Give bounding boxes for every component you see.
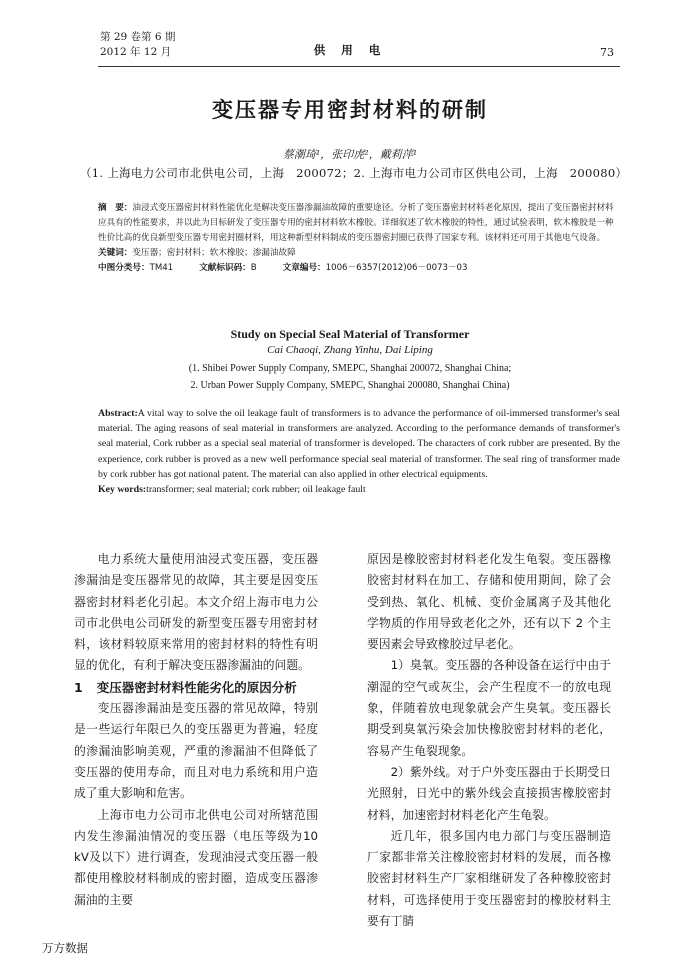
paper-title: 变压器专用密封材料的研制: [212, 98, 488, 122]
section-number: 1: [74, 679, 83, 695]
body-paragraph: 原因是橡胶密封材料老化发生龟裂。变压器橡胶密封材料在加工、存储和使用期间，除了会受到热、氧化、机械、变价金属离子及其他化学物质的作用导致老化之外，还有以下 2 个主要因素会导致橡胶过早老化。: [367, 552, 611, 652]
journal-date: 2012 年 12 月: [100, 46, 172, 58]
cn-keywords-label: 关键词：: [98, 248, 133, 258]
paper-affiliations: （1. 上海电力公司市北供电公司，上海 200072；2. 上海市电力公司市区供电公司，上海 200080）: [80, 166, 628, 180]
classification-row: [98, 261, 620, 276]
article-value: 1006－6357(2012)06－0073－03: [325, 263, 468, 273]
en-abstract: [98, 406, 620, 482]
body-left-column: [74, 549, 318, 911]
paper-authors: 蔡潮琦¹，张印虎²，戴莉萍¹: [282, 148, 418, 161]
en-authors: Cai Chaoqi, Zhang Yinhu, Dai Liping: [267, 344, 433, 356]
en-title: Study on Special Seal Material of Transformer: [230, 327, 470, 341]
body-paragraph: 2）紫外线。对于户外变压器由于长期受日光照射，日光中的紫外线会直接损害橡胶密封材料，加速密封材料老化产生龟裂。: [367, 764, 611, 822]
article-label: 文章编号：: [282, 263, 326, 273]
clc-label: 中图分类号：: [98, 263, 150, 273]
header-divider: [98, 66, 620, 67]
doc-value: B: [250, 263, 257, 273]
article-number: [283, 263, 468, 273]
en-keywords: [98, 482, 620, 497]
body-paragraph: 1）臭氧。变压器的各种设备在运行中由于潮湿的空气或灰尘，会产生程度不一的放电现象，伴随着放电现象就会产生臭氧。变压器长期受到臭氧污染会加快橡胶密封材料的老化，容易产生龟裂现象。: [367, 658, 611, 758]
journal-volume-issue: 第 29 卷第 6 期: [100, 31, 176, 43]
en-abstract-block: [98, 406, 620, 497]
clc-code: [98, 263, 173, 273]
en-affiliation-1: (1. Shibei Power Supply Company, SMEPC, Shanghai 200072, Shanghai China;: [188, 363, 512, 374]
cn-abstract: [98, 201, 620, 246]
section-title: 变压器密封材料性能劣化的原因分析: [96, 679, 297, 695]
body-paragraph: 变压器渗漏油是变压器的常见故障，特别是一些运行年限已久的变压器更为普遍，轻度的渗漏油影响美观，严重的渗漏油不但降低了变压器的使用寿命，而且对电力系统和用户造成了重大影响和危害。: [74, 701, 318, 801]
en-abstract-label: Abstract:: [98, 408, 138, 419]
cn-keywords-text: 变压器；密封材料；软木橡胶；渗漏油故障: [132, 248, 296, 258]
page-number: 73: [600, 46, 614, 59]
body-paragraph: 电力系统大量使用油浸式变压器，变压器渗漏油是变压器常见的故障，其主要是因变压器密封材料老化引起。本文介绍上海市电力公司市北供电公司研发的新型变压器专用密封材料，该材料较原来常用的密封材料的特性有明显的优化，有利于解决变压器渗漏油的问题。: [74, 552, 318, 673]
cn-abstract-text: 油浸式变压器密封材料性能优化是解决变压器渗漏油故障的重要途径。分析了变压器密封材料老化原因，提出了变压器密封材料应具有的性能要求，并以此为目标研发了变压器专用的密封材料软木橡胶。详细叙述了软木橡胶的特性，通过试验表明，软木橡胶是一种性价比高的优良新型变压器专用密封圈材料，用这种新型材料制成的变压器密封圈已获得了国家专利。该材料还可用于其他电气设备。: [98, 203, 614, 243]
doc-code: [199, 263, 256, 273]
footer-watermark: 万方数据: [42, 941, 88, 955]
en-abstract-text: A vital way to solve the oil leakage fault of transformers is to advance the performance of oil-immersed transformer's seal material. The aging reasons of seal material in transformers are analyzed. According to the performance demands of transformer's seal material, Cork rubber as a special seal material of transformer is developed. The characters of cork rubber are presented. By the experience, cork rubber is proved as a new well performance special seal material of transformer. The seal ring of transformer made by cork rubber has got national patent. The material can also applied in other electrical equipments.: [98, 408, 620, 480]
cn-keywords: [98, 246, 620, 261]
cn-abstract-label: 摘 要：: [98, 203, 133, 213]
cn-abstract-block: [98, 201, 620, 276]
clc-value: TM41: [149, 263, 174, 273]
body-right-column: [367, 549, 611, 932]
section-heading: [74, 677, 318, 698]
body-paragraph: 上海市电力公司市北供电公司对所辖范围内发生渗漏油情况的变压器（电压等级为10 kV及以下）进行调查，发现油浸式变压器一般都使用橡胶材料制成的密封圈，造成变压器渗漏油的主要: [74, 807, 318, 907]
en-keywords-text: transformer; seal material; cork rubber; oil leakage fault: [146, 484, 366, 496]
en-affiliation-2: 2. Urban Power Supply Company, SMEPC, Shanghai 200080, Shanghai China): [190, 380, 510, 391]
doc-label: 文献标识码：: [199, 263, 251, 273]
body-paragraph: 近几年，很多国内电力部门与变压器制造厂家都非常关注橡胶密封材料的发展，而各橡胶密封材料生产厂家相继研发了各种橡胶密封材料，可选择使用于变压器密封的橡胶材料主要有丁腈: [367, 828, 611, 929]
journal-name: 供 用 电: [313, 43, 387, 57]
en-keywords-label: Key words:: [98, 484, 147, 496]
